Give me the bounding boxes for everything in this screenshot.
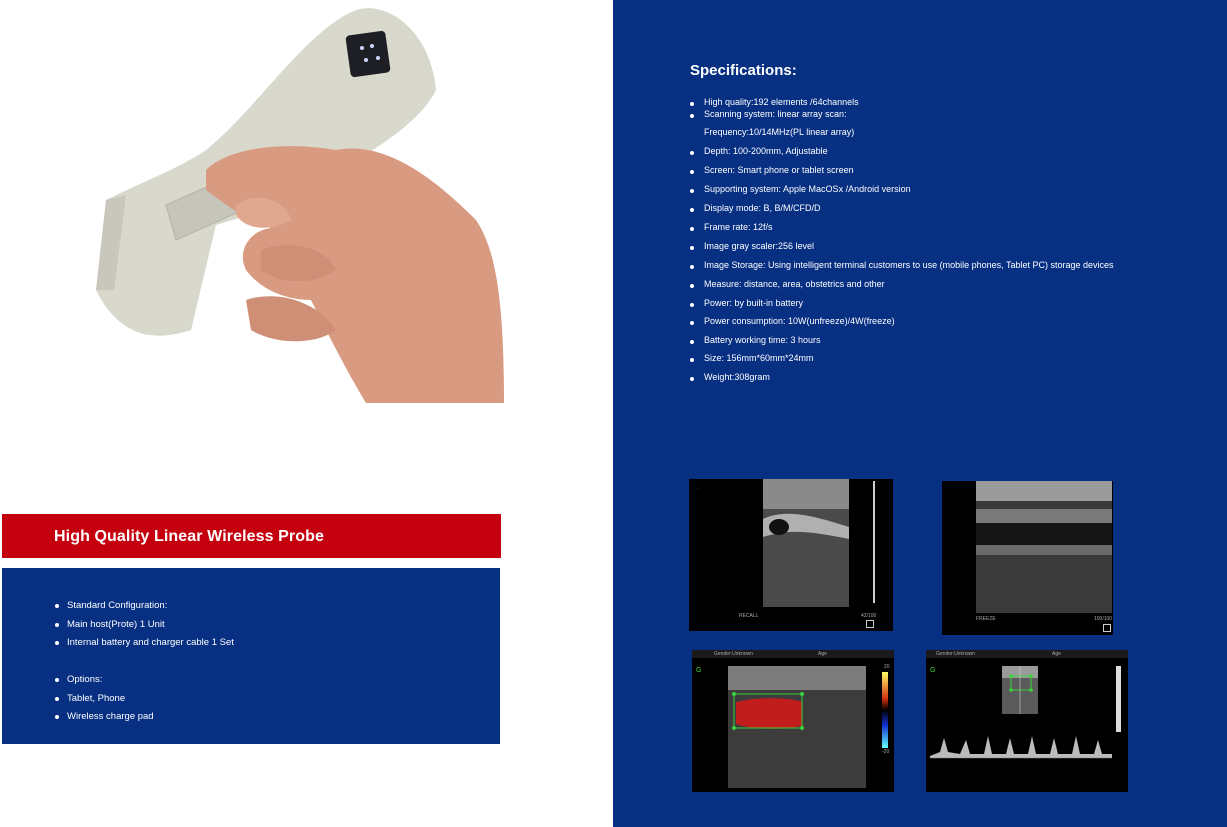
scan-status: RECALL xyxy=(739,613,759,619)
ultrasound-image-1 xyxy=(689,479,893,631)
probe-photo xyxy=(86,0,504,403)
ultrasound-scan-graphic xyxy=(689,479,893,631)
fullscreen-icon[interactable] xyxy=(866,620,874,628)
banner-title: High Quality Linear Wireless Probe xyxy=(54,528,324,545)
config-item: Standard Configuration: xyxy=(53,598,234,617)
spec-item: Frequency:10/14MHz(PL linear array) xyxy=(704,127,855,137)
scan-status: FREEZE xyxy=(976,616,996,622)
spec-item: Power: by built-in battery xyxy=(690,298,1114,309)
age-label: Age xyxy=(818,651,827,657)
svg-text:G: G xyxy=(696,667,702,674)
probe-in-hand-image xyxy=(86,0,504,403)
scale-bottom: -20 xyxy=(882,749,890,755)
spec-item: Display mode: B, B/M/CFD/D xyxy=(690,203,1114,214)
scale-top: 20 xyxy=(884,664,890,670)
ultrasound-scan-graphic xyxy=(942,481,1113,635)
scan-counter: 42/100 xyxy=(861,613,877,619)
fullscreen-icon[interactable] xyxy=(1103,624,1111,632)
config-item: Internal battery and charger cable 1 Set xyxy=(53,635,234,654)
ultrasound-scan-graphic xyxy=(692,650,894,792)
left-page xyxy=(0,0,613,827)
spec-item: Image Storage: Using intelligent terminal customers to use (mobile phones, Tablet PC) storage devices xyxy=(690,260,1114,271)
spec-item: Scanning system: linear array scan: xyxy=(690,109,1114,120)
config-item: Options: xyxy=(53,672,234,691)
spec-item: Image gray scaler:256 level xyxy=(690,241,1114,252)
age-label: Age xyxy=(1052,651,1061,657)
spec-item: Size: 156mm*60mm*24mm xyxy=(690,353,1114,364)
gender-label: Gender:Unknown xyxy=(714,651,753,657)
spec-item: Frame rate: 12f/s xyxy=(690,222,1114,233)
ultrasound-image-4 xyxy=(926,650,1128,792)
ultrasound-scan-graphic xyxy=(926,650,1128,792)
config-item: Main host(Prote) 1 Unit xyxy=(53,617,234,636)
spec-item: Measure: distance, area, obstetrics and other xyxy=(690,279,1114,290)
spec-item: Weight:308gram xyxy=(690,372,1114,383)
gender-label: Gender:Unknown xyxy=(936,651,975,657)
config-item: Wireless charge pad xyxy=(53,709,234,728)
scan-counter: 100/100 xyxy=(1094,616,1113,622)
ultrasound-image-3 xyxy=(692,650,894,792)
svg-text:..: .. xyxy=(697,485,700,490)
specifications-list xyxy=(690,95,1114,383)
list-spacer xyxy=(53,654,234,672)
ultrasound-image-2 xyxy=(942,481,1113,635)
specifications-title: Specifications: xyxy=(690,62,797,79)
spec-item: High quality:192 elements /64channels xyxy=(690,97,1114,108)
svg-text:G: G xyxy=(930,667,936,674)
config-item: Tablet, Phone xyxy=(53,691,234,710)
spec-item: Screen: Smart phone or tablet screen xyxy=(690,165,1114,176)
spec-item: Depth: 100-200mm, Adjustable xyxy=(690,146,1114,157)
spec-item: Battery working time: 3 hours xyxy=(690,335,1114,346)
configuration-list xyxy=(53,598,234,728)
spec-item: Supporting system: Apple MacOSx /Android version xyxy=(690,184,1114,195)
spec-item: Power consumption: 10W(unfreeze)/4W(freeze) xyxy=(690,316,1114,327)
